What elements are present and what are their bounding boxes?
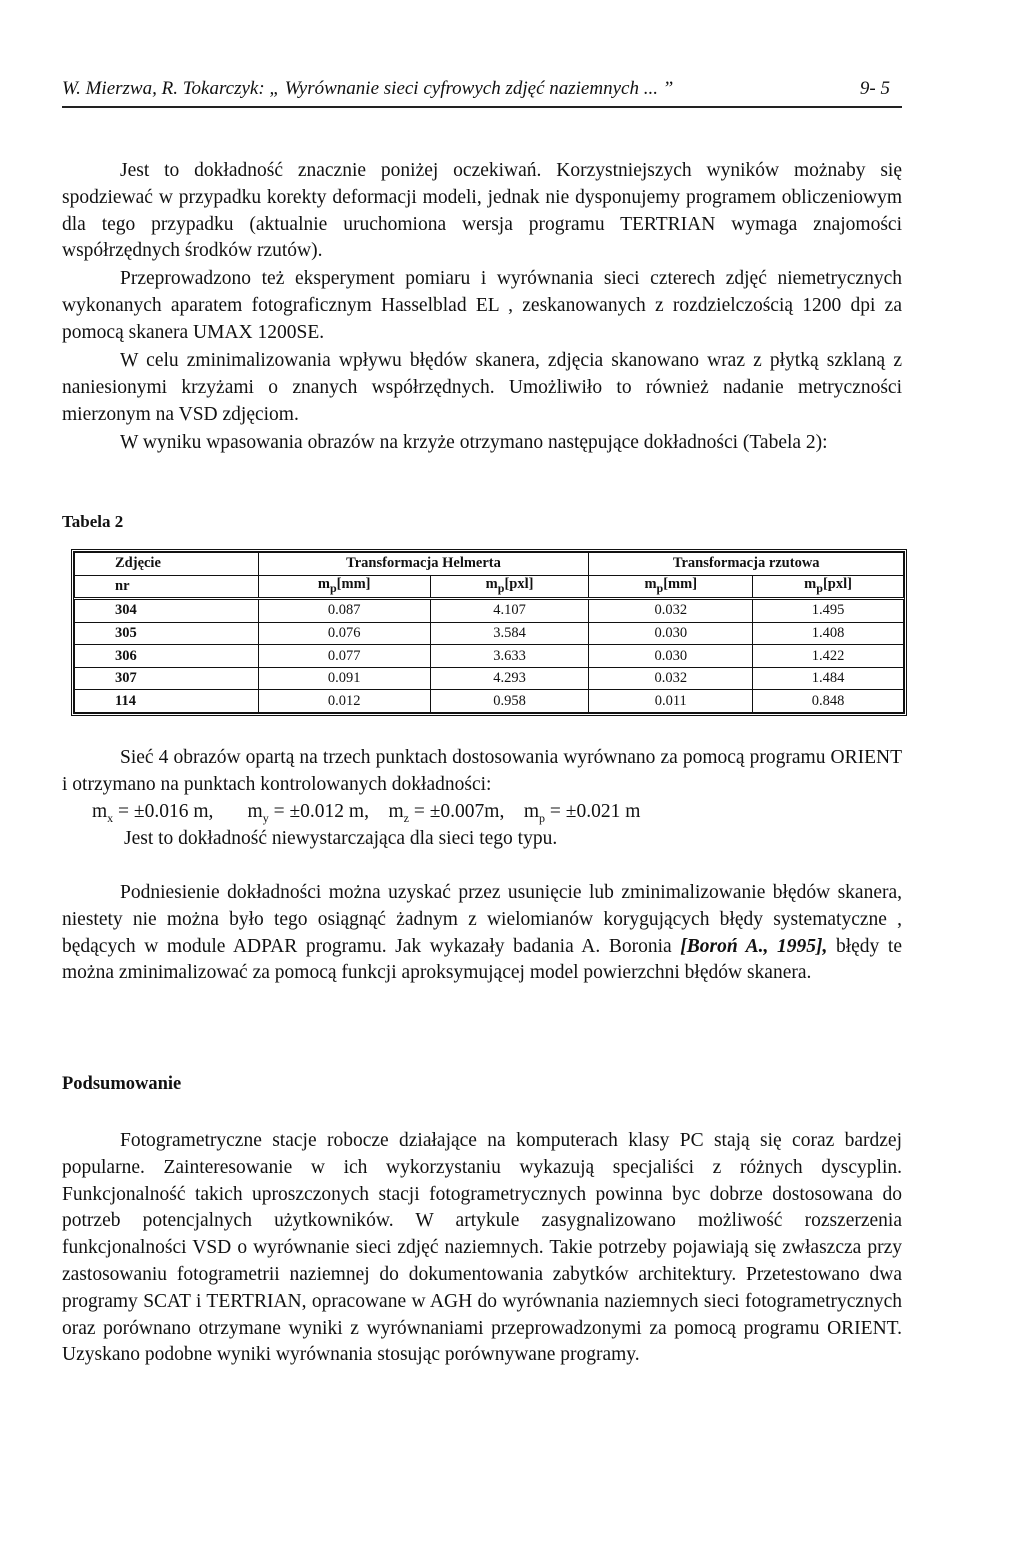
paragraph-1: Jest to dokładność znacznie poniżej oczekiwań. Korzystniejszych wyników możnaby się spodziewać w przypadku korekty deformacji modeli, jednak nie dysponujemy programem obliczeniowym dla tego przypadku (aktualnie uruchomiona wersja programu TERTRIAN wymaga znajomości współrzędnych środków rzutów). xyxy=(62,160,902,262)
cell-projective-px: 1.484 xyxy=(753,667,904,690)
cell-projective-px: 0.848 xyxy=(753,690,904,713)
accuracy-table xyxy=(71,549,907,716)
cell-projective-mm: 0.032 xyxy=(589,667,753,690)
paragraph-8: Fotogrametryczne stacje robocze działające na komputerach klasy PC stają się coraz bardzej popularne. Zainteresowanie w ich wykorzystaniu wykazują specjaliści z różnych dyscyplin. Funkcjonalność takich uproszczonych stacji fotogrametrycznych powinna byc dobrze dostosowana do potrzeb potencjalnych użytkowników. W artykule zasygnalizowano możliwość rozszerzenia funkcjonalności VSD o wyrównanie sieci zdjęć naziemnych. Takie potrzeby pojawiają się zwłaszcza przy zastosowaniu fotogrametrii naziemnej do dokumentowania zabytków architektury. Przetestowano dwa programy SCAT i TERTRIAN, opracowane w AGH do wyrównania naziemnych sieci fotogrametrycznych oraz porównano otrzymane wyniki z wyrównaniami przeprowadzonymi za pomocą programu ORIENT. Uzyskano podobne wyniki wyrównania stosując porównywane programy. xyxy=(62,1130,902,1366)
paragraph-6: Jest to dokładność niewystarczająca dla sieci tego typu. xyxy=(124,828,558,849)
cell-nr: 307 xyxy=(75,667,259,690)
cell-nr: 306 xyxy=(75,645,259,668)
cell-helmert-px: 0.958 xyxy=(430,690,589,713)
header-projective: Transformacja rzutowa xyxy=(589,553,904,576)
header-helmert: Transformacja Helmerta xyxy=(258,553,589,576)
table-row xyxy=(75,667,904,690)
table-row xyxy=(75,690,904,713)
citation: [Boroń A., 1995], xyxy=(680,935,828,957)
accuracy-line: $m_x = \pm 0.016$ m, $m_y = \pm 0.012$ m, $m_z = \pm 0.007m$, $m_p = \pm 0.021$ m xyxy=(92,801,641,825)
cell-projective-mm: 0.030 xyxy=(589,622,753,645)
cell-nr: 304 xyxy=(75,599,259,623)
cell-helmert-mm: 0.077 xyxy=(258,645,430,668)
paragraph-7: Podniesienie dokładności można uzyskać przez usunięcie lub zminimalizowanie błędów skanera, niestety nie można było tego osiągnąć żadnym z wielomianów korygujących błędy systematyczne , będących w module ADPAR programu. Jak wykazały badania A. Boronia [Boroń A., 1995], błędy te można zminimalizować za pomocą funkcji aproksymującej model powierzchni błędów skanera. xyxy=(62,882,902,984)
header-projective-mm: $m_p[mm]$ xyxy=(589,575,753,599)
cell-projective-px: 1.422 xyxy=(753,645,904,668)
header-projective-px: $m_p[pxl]$ xyxy=(753,575,904,599)
cell-projective-mm: 0.030 xyxy=(589,645,753,668)
header-helmert-mm: $m_p[mm]$ xyxy=(258,575,430,599)
header-nr: nr xyxy=(75,575,259,599)
cell-helmert-mm: 0.076 xyxy=(258,622,430,645)
table-label: Tabela 2 xyxy=(62,512,124,531)
cell-projective-mm: 0.011 xyxy=(589,690,753,713)
header-photo: Zdjęcie xyxy=(75,553,259,576)
cell-projective-px: 1.408 xyxy=(753,622,904,645)
cell-projective-mm: 0.032 xyxy=(589,599,753,623)
page-header xyxy=(62,78,902,108)
table-row xyxy=(75,645,904,668)
cell-helmert-px: 4.107 xyxy=(430,599,589,623)
cell-helmert-mm: 0.012 xyxy=(258,690,430,713)
cell-nr: 305 xyxy=(75,622,259,645)
paragraph-3: W celu zminimalizowania wpływu błędów skanera, zdjęcia skanowano wraz z płytką szklaną z naniesionymi krzyżami o znanych współrzędnych. Umożliwiło to również nadanie metryczności mierzonym na VSD zdjęciom. xyxy=(62,350,902,425)
paragraph-5: Sieć 4 obrazów opartą na trzech punktach dostosowania wyrównano za pomocą programu ORIENT i otrzymano na punktach kontrolowanych dokładności: xyxy=(62,747,902,795)
cell-helmert-mm: 0.091 xyxy=(258,667,430,690)
header-helmert-px: $m_p[pxl]$ xyxy=(430,575,589,599)
running-title: W. Mierzwa, R. Tokarczyk: „ Wyrównanie sieci cyfrowych zdjęć naziemnych ... ” xyxy=(62,78,674,99)
cell-nr: 114 xyxy=(75,690,259,713)
section-title: Podsumowanie xyxy=(62,1074,182,1094)
paragraph-4: W wyniku wpasowania obrazów na krzyże otrzymano następujące dokładności (Tabela 2): xyxy=(120,432,828,453)
page-number: 9- 5 xyxy=(859,78,890,99)
cell-projective-px: 1.495 xyxy=(753,599,904,623)
table-row xyxy=(75,599,904,623)
paragraph-2: Przeprowadzono też eksperyment pomiaru i wyrównania sieci czterech zdjęć niemetrycznych wykonanych aparatem fotograficznym Hasselblad EL , zeskanowanych z rozdzielczością 1200 dpi za pomocą skanera UMAX 1200SE. xyxy=(62,268,902,343)
table-row xyxy=(75,622,904,645)
cell-helmert-px: 3.633 xyxy=(430,645,589,668)
cell-helmert-px: 3.584 xyxy=(430,622,589,645)
cell-helmert-px: 4.293 xyxy=(430,667,589,690)
cell-helmert-mm: 0.087 xyxy=(258,599,430,623)
